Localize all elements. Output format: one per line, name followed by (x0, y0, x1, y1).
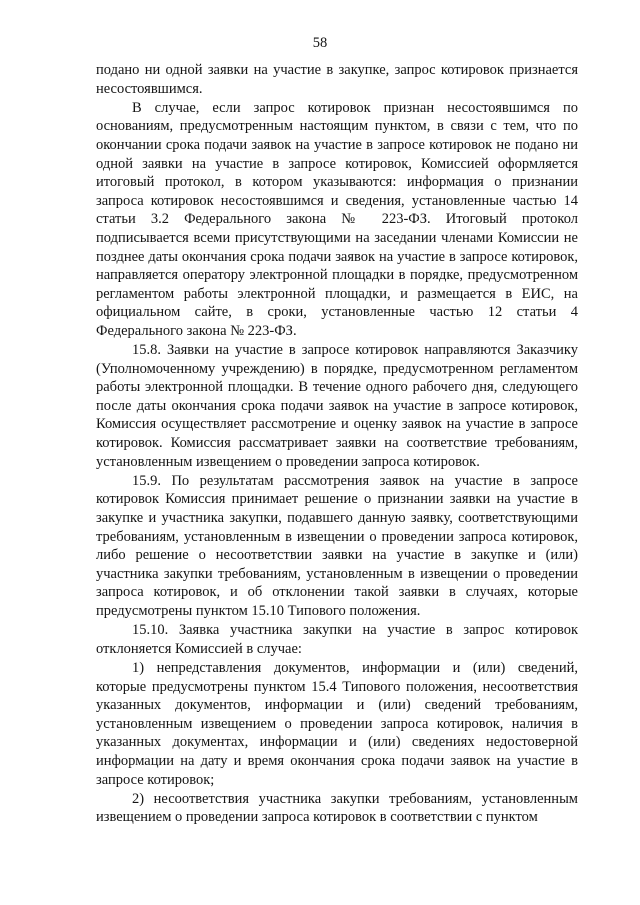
paragraph-15-9: 15.9. По результатам рассмотрения заявок на участие в запросе котировок Комиссия принимает решение о признании заявки на участие в закупке и участника закупки, подавшего данную заявку, соответствующими требованиям, установленным в извещении о проведении запроса котировок, либо решение о несоответствии заявки на участие в закупке и (или) участника закупки требованиям, установленным в извещении о проведении запроса котировок, и об отклонении такой заявки в случаях, которые предусмотрены пунктом 15.10 Типового положения. (96, 472, 578, 619)
paragraph-unsuccessful-quotation: В случае, если запрос котировок признан несостоявшимся по основаниям, предусмотренным настоящим пунктом, в связи с тем, что по окончании срока подачи заявок на участие в запросе котировок не подано ни одной заявки на участие в запросе котировок, Комиссией оформляется итоговый протокол, в котором указываются: информация о признании запроса котировок несостоявшимся и сведения, установленные частью 14 статьи 3.2 Федерального закона № 223-ФЗ. Итоговый протокол подписывается всеми присутствующими на заседании членами Комиссии не позднее даты окончания срока подачи заявок на участие в запросе котировок, направляется оператору электронной площадки в порядке, предусмотренном регламентом работы электронной площадки, и размещается в ЕИС, на официальном сайте, в сроки, установленные частью 12 статьи 4 Федерального закона № 223-ФЗ. (96, 99, 578, 339)
list-item-2: 2) несоответствия участника закупки требованиям, установленным извещением о проведении запроса котировок в соответствии с пунктом (96, 790, 578, 826)
page-number: 58 (312, 35, 328, 51)
list-item-1: 1) непредставления документов, информации и (или) сведений, которые предусмотрены пунктом 15.4 Типового положения, несоответствия указанных документов, информации и (или) сведений требованиям, установленным извещением о проведении запроса котировок, наличия в указанных документах, информации и (или) сведениях недостоверной информации на дату и время окончания срока подачи заявок на участие в запросе котировок; (96, 659, 578, 788)
document-body (96, 61, 578, 827)
paragraph-15-8: 15.8. Заявки на участие в запросе котировок направляются Заказчику (Уполномоченному учреждению) в порядке, предусмотренном регламентом работы электронной площадки. В течение одного рабочего дня, следующего после даты окончания срока подачи заявок на участие в запросе котировок, Комиссия осуществляет рассмотрение и оценку заявок на участие в запросе котировок. Комиссия рассматривает заявки на соответствие требованиям, установленным извещением о проведении запроса котировок. (96, 342, 578, 470)
paragraph-continuation: подано ни одной заявки на участие в закупке, запрос котировок признается несостоявшимся. (96, 62, 578, 97)
paragraph-15-10: 15.10. Заявка участника закупки на участие в запрос котировок отклоняется Комиссией в случае: (96, 622, 578, 657)
